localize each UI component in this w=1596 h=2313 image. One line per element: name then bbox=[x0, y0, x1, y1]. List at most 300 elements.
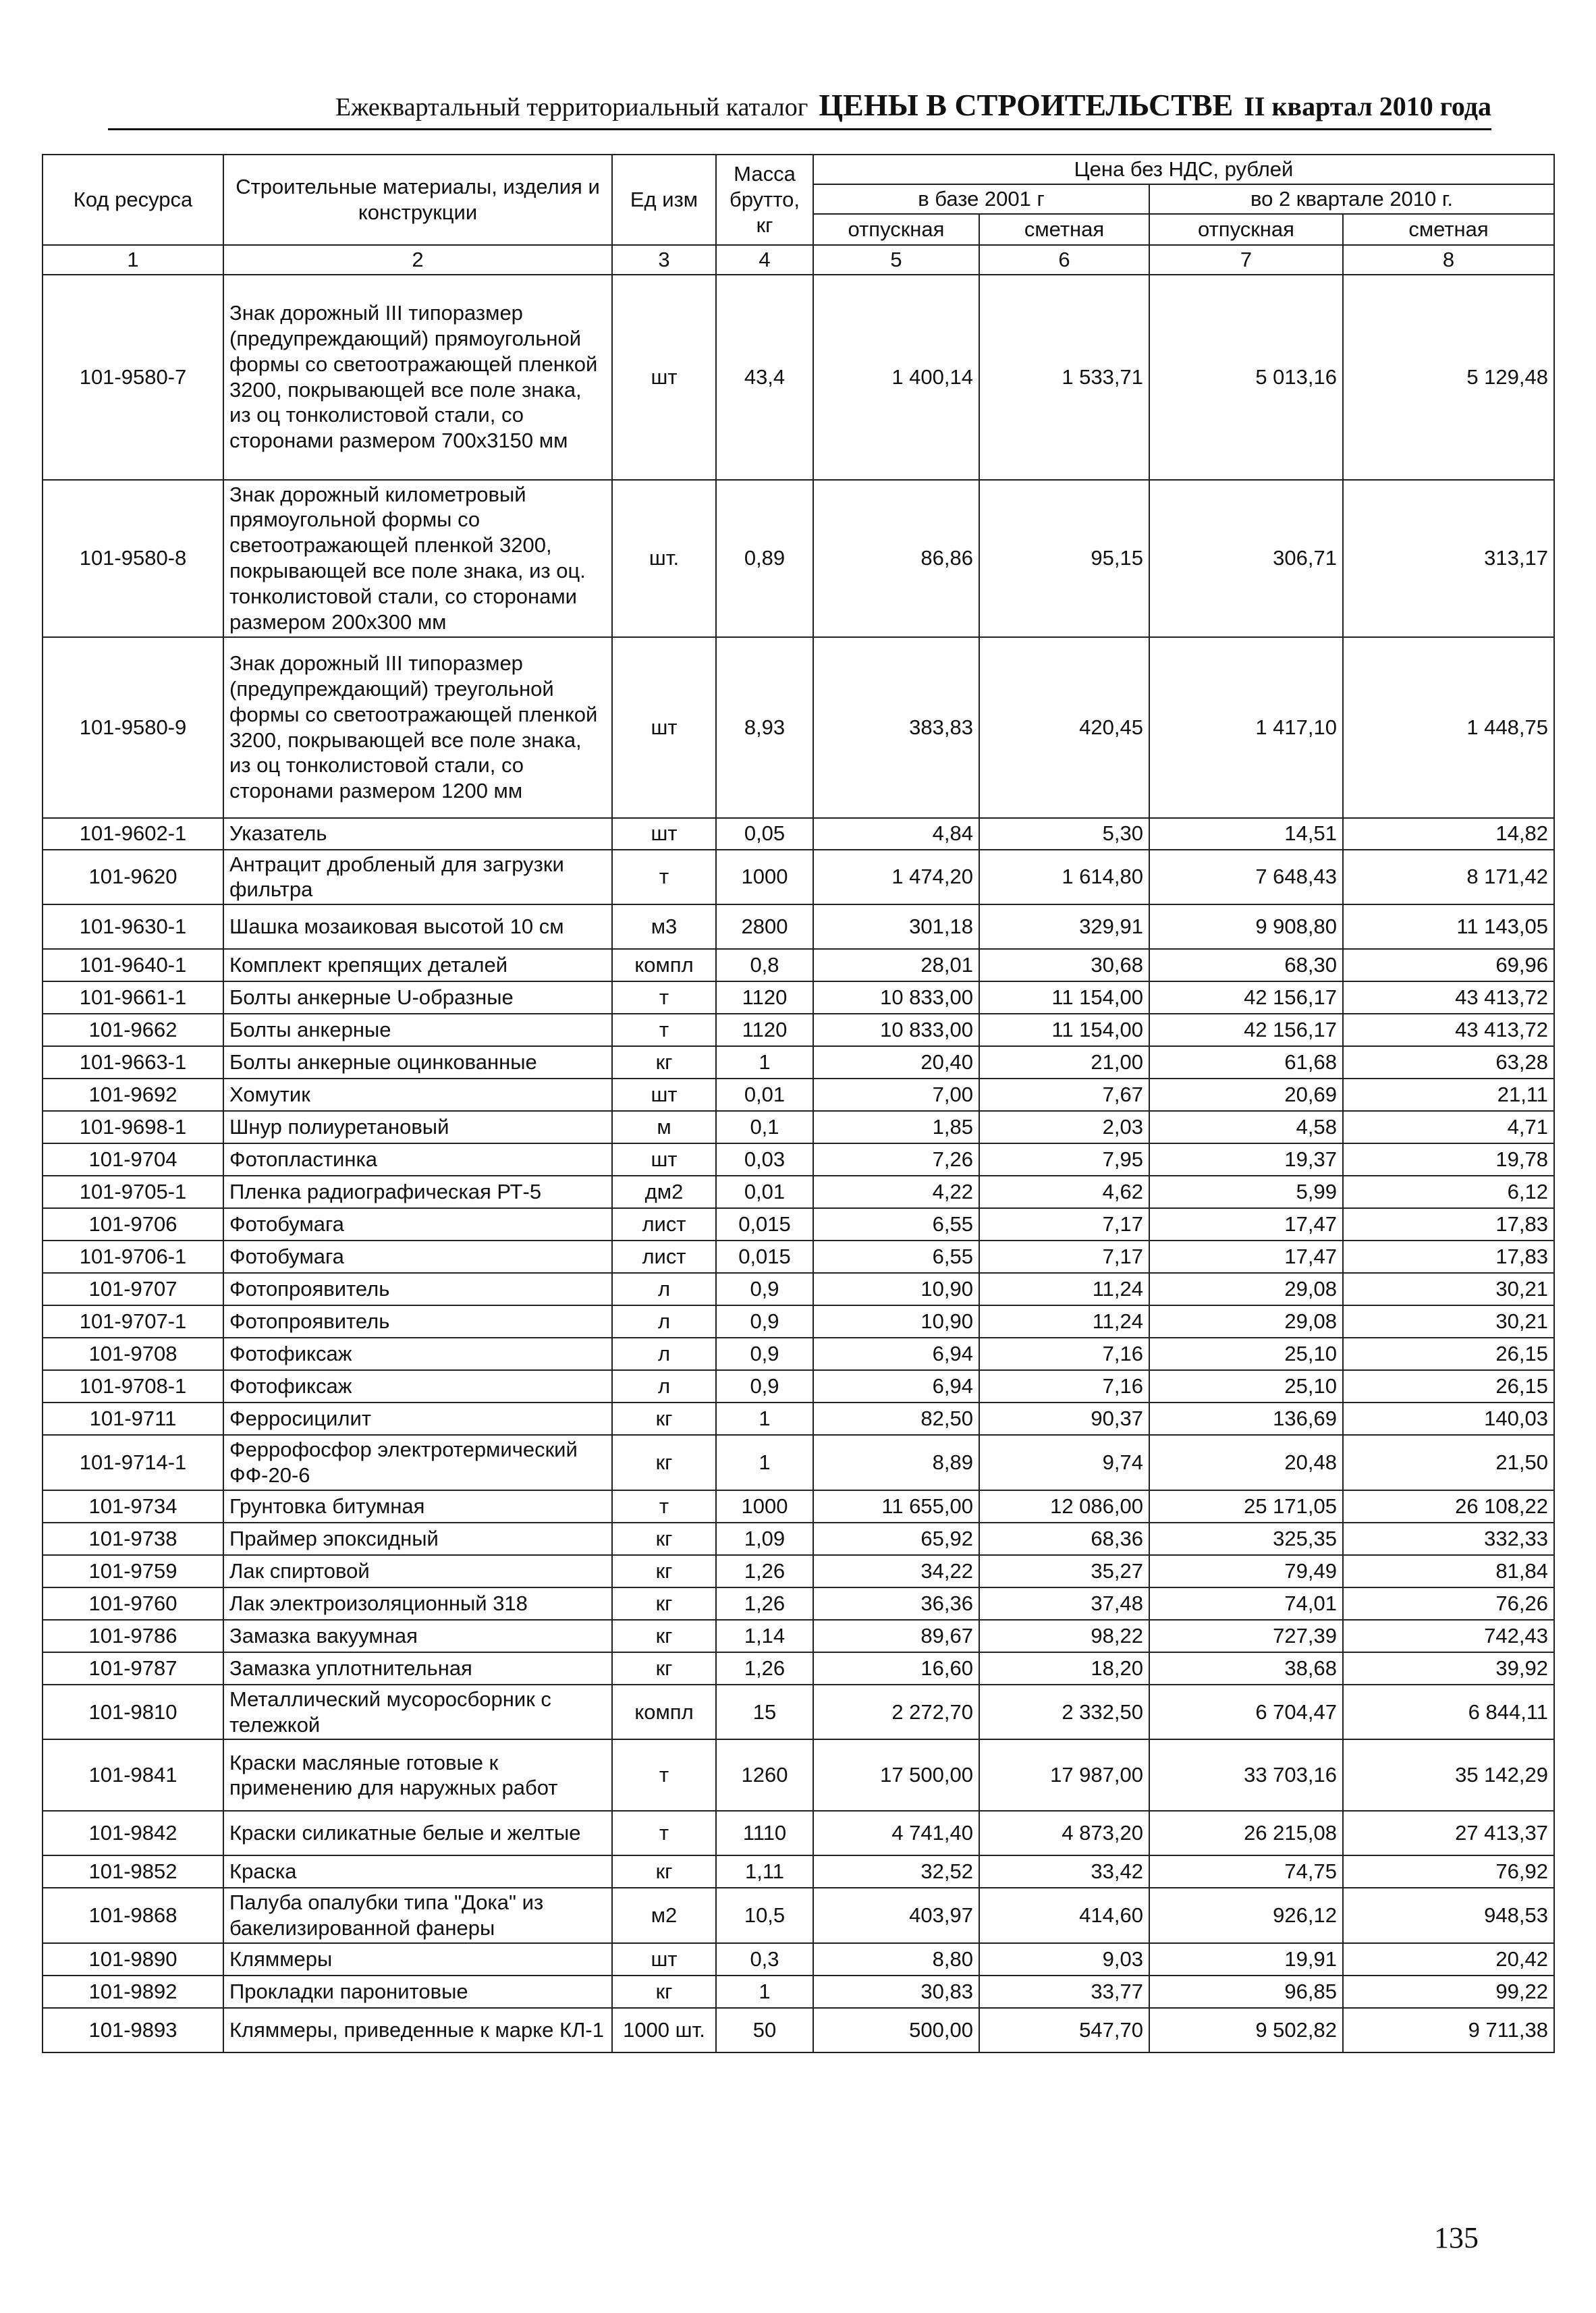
cell-price-2010-estimate: 76,26 bbox=[1343, 1587, 1554, 1620]
cell-price-2001-estimate: 2 332,50 bbox=[979, 1685, 1149, 1740]
cell-name: Грунтовка битумная bbox=[223, 1490, 612, 1523]
table-row bbox=[43, 818, 1554, 850]
table-row bbox=[43, 1739, 1554, 1811]
cell-mass: 0,9 bbox=[716, 1273, 813, 1305]
cell-code: 101-9810 bbox=[43, 1685, 223, 1740]
cell-unit: л bbox=[612, 1273, 716, 1305]
cell-name: Краска bbox=[223, 1855, 612, 1888]
cell-mass: 1120 bbox=[716, 1014, 813, 1046]
cell-mass: 0,01 bbox=[716, 1176, 813, 1208]
cell-code: 101-9786 bbox=[43, 1620, 223, 1652]
price-table bbox=[42, 154, 1555, 2053]
cell-price-2010-release: 29,08 bbox=[1149, 1273, 1343, 1305]
cell-unit: кг bbox=[612, 1587, 716, 1620]
cell-mass: 0,9 bbox=[716, 1305, 813, 1338]
cell-price-2010-estimate: 81,84 bbox=[1343, 1555, 1554, 1587]
cell-unit: кг bbox=[612, 1435, 716, 1490]
cell-unit: т bbox=[612, 1739, 716, 1811]
cell-name: Фотофиксаж bbox=[223, 1338, 612, 1370]
table-row bbox=[43, 1111, 1554, 1143]
cell-price-2001-release: 4,84 bbox=[813, 818, 979, 850]
table-row bbox=[43, 1208, 1554, 1241]
cell-price-2010-release: 33 703,16 bbox=[1149, 1739, 1343, 1811]
cell-code: 101-9663-1 bbox=[43, 1046, 223, 1079]
table-row bbox=[43, 1652, 1554, 1685]
cell-code: 101-9852 bbox=[43, 1855, 223, 1888]
cell-name: Комплект крепящих деталей bbox=[223, 949, 612, 981]
table-row bbox=[43, 1046, 1554, 1079]
cell-price-2010-release: 20,69 bbox=[1149, 1079, 1343, 1111]
cell-mass: 0,01 bbox=[716, 1079, 813, 1111]
cell-mass: 0,03 bbox=[716, 1143, 813, 1176]
cell-name: Указатель bbox=[223, 818, 612, 850]
cell-name: Болты анкерные оцинкованные bbox=[223, 1046, 612, 1079]
cell-price-2001-estimate: 33,42 bbox=[979, 1855, 1149, 1888]
cell-unit: кг bbox=[612, 1855, 716, 1888]
cell-price-2001-estimate: 5,30 bbox=[979, 818, 1149, 850]
column-number: 3 bbox=[612, 245, 716, 275]
cell-code: 101-9630-1 bbox=[43, 904, 223, 949]
cell-price-2001-release: 10,90 bbox=[813, 1305, 979, 1338]
header-base-2001: в базе 2001 г bbox=[813, 184, 1149, 214]
cell-mass: 1000 bbox=[716, 1490, 813, 1523]
cell-price-2010-release: 5 013,16 bbox=[1149, 275, 1343, 480]
cell-code: 101-9662 bbox=[43, 1014, 223, 1046]
cell-price-2001-release: 65,92 bbox=[813, 1523, 979, 1555]
table-body bbox=[43, 275, 1554, 2052]
cell-price-2010-release: 5,99 bbox=[1149, 1176, 1343, 1208]
cell-name: Фотопроявитель bbox=[223, 1273, 612, 1305]
cell-price-2010-estimate: 948,53 bbox=[1343, 1888, 1554, 1943]
cell-code: 101-9692 bbox=[43, 1079, 223, 1111]
cell-price-2010-release: 325,35 bbox=[1149, 1523, 1343, 1555]
column-number: 6 bbox=[979, 245, 1149, 275]
cell-code: 101-9706-1 bbox=[43, 1241, 223, 1273]
cell-unit: 1000 шт. bbox=[612, 2008, 716, 2052]
cell-mass: 2800 bbox=[716, 904, 813, 949]
table-row bbox=[43, 1079, 1554, 1111]
cell-mass: 1 bbox=[716, 1403, 813, 1435]
header-2010-release: отпускная bbox=[1149, 214, 1343, 245]
cell-price-2001-release: 6,55 bbox=[813, 1208, 979, 1241]
cell-name: Шашка мозаиковая высотой 10 см bbox=[223, 904, 612, 949]
cell-price-2010-estimate: 21,11 bbox=[1343, 1079, 1554, 1111]
cell-price-2010-estimate: 39,92 bbox=[1343, 1652, 1554, 1685]
cell-unit: шт bbox=[612, 1943, 716, 1976]
table-row bbox=[43, 1943, 1554, 1976]
cell-price-2010-estimate: 4,71 bbox=[1343, 1111, 1554, 1143]
cell-price-2001-release: 383,83 bbox=[813, 637, 979, 818]
cell-price-2001-release: 89,67 bbox=[813, 1620, 979, 1652]
cell-price-2010-estimate: 332,33 bbox=[1343, 1523, 1554, 1555]
cell-price-2001-estimate: 21,00 bbox=[979, 1046, 1149, 1079]
cell-price-2001-estimate: 90,37 bbox=[979, 1403, 1149, 1435]
cell-unit: кг bbox=[612, 1523, 716, 1555]
cell-price-2001-release: 1 400,14 bbox=[813, 275, 979, 480]
cell-name: Замазка вакуумная bbox=[223, 1620, 612, 1652]
cell-price-2001-estimate: 37,48 bbox=[979, 1587, 1149, 1620]
cell-price-2001-estimate: 7,95 bbox=[979, 1143, 1149, 1176]
cell-code: 101-9711 bbox=[43, 1403, 223, 1435]
cell-price-2001-estimate: 414,60 bbox=[979, 1888, 1149, 1943]
cell-price-2010-release: 29,08 bbox=[1149, 1305, 1343, 1338]
cell-price-2001-release: 30,83 bbox=[813, 1976, 979, 2008]
cell-price-2001-estimate: 12 086,00 bbox=[979, 1490, 1149, 1523]
cell-unit: шт bbox=[612, 1079, 716, 1111]
cell-mass: 43,4 bbox=[716, 275, 813, 480]
header-q2-2010: во 2 квартале 2010 г. bbox=[1149, 184, 1554, 214]
cell-mass: 1,14 bbox=[716, 1620, 813, 1652]
cell-mass: 50 bbox=[716, 2008, 813, 2052]
cell-price-2001-release: 500,00 bbox=[813, 2008, 979, 2052]
cell-price-2001-estimate: 17 987,00 bbox=[979, 1739, 1149, 1811]
cell-price-2010-estimate: 17,83 bbox=[1343, 1208, 1554, 1241]
cell-name: Хомутик bbox=[223, 1079, 612, 1111]
cell-unit: кг bbox=[612, 1555, 716, 1587]
cell-price-2001-release: 1,85 bbox=[813, 1111, 979, 1143]
cell-unit: л bbox=[612, 1370, 716, 1403]
cell-price-2010-release: 74,01 bbox=[1149, 1587, 1343, 1620]
cell-price-2001-release: 7,26 bbox=[813, 1143, 979, 1176]
cell-code: 101-9580-8 bbox=[43, 480, 223, 637]
cell-price-2010-release: 38,68 bbox=[1149, 1652, 1343, 1685]
cell-price-2010-estimate: 63,28 bbox=[1343, 1046, 1554, 1079]
cell-price-2010-release: 136,69 bbox=[1149, 1403, 1343, 1435]
cell-price-2010-estimate: 35 142,29 bbox=[1343, 1739, 1554, 1811]
table-row bbox=[43, 1811, 1554, 1855]
table-row bbox=[43, 480, 1554, 637]
cell-price-2010-estimate: 27 413,37 bbox=[1343, 1811, 1554, 1855]
table-row bbox=[43, 1685, 1554, 1740]
cell-unit: кг bbox=[612, 1652, 716, 1685]
cell-name: Фотопроявитель bbox=[223, 1305, 612, 1338]
cell-code: 101-9893 bbox=[43, 2008, 223, 2052]
table-row bbox=[43, 1435, 1554, 1490]
cell-code: 101-9738 bbox=[43, 1523, 223, 1555]
cell-code: 101-9704 bbox=[43, 1143, 223, 1176]
cell-name: Фотобумага bbox=[223, 1241, 612, 1273]
header-title: ЦЕНЫ В СТРОИТЕЛЬСТВЕ bbox=[819, 88, 1234, 122]
cell-price-2001-release: 8,89 bbox=[813, 1435, 979, 1490]
cell-mass: 0,015 bbox=[716, 1208, 813, 1241]
cell-mass: 1,26 bbox=[716, 1555, 813, 1587]
cell-name: Фотофиксаж bbox=[223, 1370, 612, 1403]
table-row bbox=[43, 949, 1554, 981]
cell-price-2001-release: 6,55 bbox=[813, 1241, 979, 1273]
cell-price-2001-release: 4 741,40 bbox=[813, 1811, 979, 1855]
cell-mass: 1 bbox=[716, 1976, 813, 2008]
cell-unit: т bbox=[612, 1490, 716, 1523]
cell-price-2010-release: 14,51 bbox=[1149, 818, 1343, 850]
cell-mass: 0,8 bbox=[716, 949, 813, 981]
cell-price-2001-release: 403,97 bbox=[813, 1888, 979, 1943]
cell-mass: 1110 bbox=[716, 1811, 813, 1855]
cell-unit: кг bbox=[612, 1046, 716, 1079]
cell-price-2001-release: 2 272,70 bbox=[813, 1685, 979, 1740]
cell-price-2010-release: 25,10 bbox=[1149, 1338, 1343, 1370]
cell-price-2001-release: 16,60 bbox=[813, 1652, 979, 1685]
table-row bbox=[43, 1143, 1554, 1176]
cell-price-2010-release: 9 908,80 bbox=[1149, 904, 1343, 949]
cell-price-2001-estimate: 9,03 bbox=[979, 1943, 1149, 1976]
cell-code: 101-9708 bbox=[43, 1338, 223, 1370]
table-row bbox=[43, 1014, 1554, 1046]
cell-price-2001-estimate: 33,77 bbox=[979, 1976, 1149, 2008]
table-row bbox=[43, 1305, 1554, 1338]
table-row bbox=[43, 1338, 1554, 1370]
cell-price-2010-release: 7 648,43 bbox=[1149, 850, 1343, 905]
cell-price-2010-estimate: 14,82 bbox=[1343, 818, 1554, 850]
cell-price-2001-estimate: 30,68 bbox=[979, 949, 1149, 981]
cell-price-2001-release: 34,22 bbox=[813, 1555, 979, 1587]
cell-price-2001-estimate: 11 154,00 bbox=[979, 1014, 1149, 1046]
cell-unit: шт bbox=[612, 637, 716, 818]
cell-name: Кляммеры, приведенные к марке КЛ-1 bbox=[223, 2008, 612, 2052]
cell-code: 101-9620 bbox=[43, 850, 223, 905]
cell-price-2010-release: 926,12 bbox=[1149, 1888, 1343, 1943]
cell-price-2010-estimate: 26 108,22 bbox=[1343, 1490, 1554, 1523]
cell-mass: 1,09 bbox=[716, 1523, 813, 1555]
cell-price-2010-release: 42 156,17 bbox=[1149, 981, 1343, 1014]
cell-price-2001-estimate: 11,24 bbox=[979, 1273, 1149, 1305]
cell-unit: шт bbox=[612, 1143, 716, 1176]
cell-price-2010-release: 20,48 bbox=[1149, 1435, 1343, 1490]
cell-price-2001-estimate: 7,17 bbox=[979, 1208, 1149, 1241]
cell-price-2010-release: 74,75 bbox=[1149, 1855, 1343, 1888]
cell-name: Краски силикатные белые и желтые bbox=[223, 1811, 612, 1855]
cell-price-2010-release: 19,37 bbox=[1149, 1143, 1343, 1176]
table-row bbox=[43, 637, 1554, 818]
cell-price-2001-estimate: 4 873,20 bbox=[979, 1811, 1149, 1855]
cell-price-2010-release: 19,91 bbox=[1149, 1943, 1343, 1976]
cell-unit: т bbox=[612, 850, 716, 905]
cell-name: Ферросицилит bbox=[223, 1403, 612, 1435]
cell-name: Лак спиртовой bbox=[223, 1555, 612, 1587]
cell-price-2010-estimate: 9 711,38 bbox=[1343, 2008, 1554, 2052]
cell-price-2001-estimate: 1 533,71 bbox=[979, 275, 1149, 480]
cell-unit: кг bbox=[612, 1403, 716, 1435]
cell-unit: м2 bbox=[612, 1888, 716, 1943]
cell-price-2001-estimate: 1 614,80 bbox=[979, 850, 1149, 905]
table-row bbox=[43, 1587, 1554, 1620]
cell-name: Болты анкерные bbox=[223, 1014, 612, 1046]
cell-price-2010-estimate: 69,96 bbox=[1343, 949, 1554, 981]
cell-price-2010-release: 61,68 bbox=[1149, 1046, 1343, 1079]
cell-code: 101-9868 bbox=[43, 1888, 223, 1943]
cell-price-2001-release: 7,00 bbox=[813, 1079, 979, 1111]
cell-price-2001-estimate: 98,22 bbox=[979, 1620, 1149, 1652]
cell-code: 101-9841 bbox=[43, 1739, 223, 1811]
cell-name: Знак дорожный километровый прямоугольной формы со светоотражающей пленкой 3200, покрывающей все поле знака, из оц. тонколистовой стали, со сторонами размером 200х300 мм bbox=[223, 480, 612, 637]
cell-name: Феррофосфор электротермический ФФ-20-6 bbox=[223, 1435, 612, 1490]
cell-unit: компл bbox=[612, 949, 716, 981]
cell-name: Металлический мусоросборник с тележкой bbox=[223, 1685, 612, 1740]
cell-price-2001-release: 86,86 bbox=[813, 480, 979, 637]
cell-name: Кляммеры bbox=[223, 1943, 612, 1976]
cell-price-2010-estimate: 11 143,05 bbox=[1343, 904, 1554, 949]
cell-unit: лист bbox=[612, 1241, 716, 1273]
cell-price-2001-estimate: 9,74 bbox=[979, 1435, 1149, 1490]
cell-name: Замазка уплотнительная bbox=[223, 1652, 612, 1685]
cell-price-2001-estimate: 35,27 bbox=[979, 1555, 1149, 1587]
header-name: Строительные материалы, изделия и конструкции bbox=[223, 155, 612, 245]
cell-unit: шт bbox=[612, 275, 716, 480]
cell-price-2001-estimate: 95,15 bbox=[979, 480, 1149, 637]
cell-mass: 1 bbox=[716, 1046, 813, 1079]
cell-price-2001-estimate: 68,36 bbox=[979, 1523, 1149, 1555]
cell-price-2001-estimate: 547,70 bbox=[979, 2008, 1149, 2052]
cell-unit: л bbox=[612, 1305, 716, 1338]
cell-code: 101-9787 bbox=[43, 1652, 223, 1685]
cell-unit: кг bbox=[612, 1620, 716, 1652]
table-row bbox=[43, 1176, 1554, 1208]
table-row bbox=[43, 904, 1554, 949]
header-line bbox=[335, 87, 1491, 123]
cell-price-2010-estimate: 26,15 bbox=[1343, 1370, 1554, 1403]
table-row bbox=[43, 981, 1554, 1014]
cell-price-2010-estimate: 6,12 bbox=[1343, 1176, 1554, 1208]
cell-price-2001-release: 301,18 bbox=[813, 904, 979, 949]
header-code: Код ресурса bbox=[43, 155, 223, 245]
cell-unit: дм2 bbox=[612, 1176, 716, 1208]
cell-name: Знак дорожный III типоразмер (предупреждающий) прямоугольной формы со светоотражающей пленкой 3200, покрывающей все поле знака, из оц тонколистовой стали, со сторонами размером 700х3150 мм bbox=[223, 275, 612, 480]
page-number: 135 bbox=[1434, 2221, 1479, 2254]
cell-price-2010-estimate: 76,92 bbox=[1343, 1855, 1554, 1888]
cell-mass: 1000 bbox=[716, 850, 813, 905]
cell-name: Фотопластинка bbox=[223, 1143, 612, 1176]
cell-mass: 8,93 bbox=[716, 637, 813, 818]
cell-price-2010-release: 68,30 bbox=[1149, 949, 1343, 981]
cell-price-2010-estimate: 43 413,72 bbox=[1343, 1014, 1554, 1046]
cell-price-2001-estimate: 4,62 bbox=[979, 1176, 1149, 1208]
cell-price-2010-estimate: 17,83 bbox=[1343, 1241, 1554, 1273]
cell-name: Краски масляные готовые к применению для наружных работ bbox=[223, 1739, 612, 1811]
cell-name: Антрацит дробленый для загрузки фильтра bbox=[223, 850, 612, 905]
cell-name: Лак электроизоляционный 318 bbox=[223, 1587, 612, 1620]
cell-unit: шт. bbox=[612, 480, 716, 637]
cell-code: 101-9734 bbox=[43, 1490, 223, 1523]
cell-code: 101-9640-1 bbox=[43, 949, 223, 981]
cell-mass: 0,05 bbox=[716, 818, 813, 850]
cell-price-2010-estimate: 742,43 bbox=[1343, 1620, 1554, 1652]
cell-mass: 1,26 bbox=[716, 1587, 813, 1620]
cell-price-2001-release: 82,50 bbox=[813, 1403, 979, 1435]
table-row bbox=[43, 1855, 1554, 1888]
cell-mass: 0,9 bbox=[716, 1338, 813, 1370]
cell-price-2010-estimate: 43 413,72 bbox=[1343, 981, 1554, 1014]
cell-price-2001-estimate: 11 154,00 bbox=[979, 981, 1149, 1014]
cell-code: 101-9707 bbox=[43, 1273, 223, 1305]
cell-code: 101-9602-1 bbox=[43, 818, 223, 850]
cell-price-2001-release: 1 474,20 bbox=[813, 850, 979, 905]
cell-name: Пленка радиографическая РТ-5 bbox=[223, 1176, 612, 1208]
cell-price-2010-estimate: 8 171,42 bbox=[1343, 850, 1554, 905]
cell-price-2001-estimate: 18,20 bbox=[979, 1652, 1149, 1685]
cell-price-2001-estimate: 11,24 bbox=[979, 1305, 1149, 1338]
cell-price-2010-estimate: 26,15 bbox=[1343, 1338, 1554, 1370]
cell-price-2001-release: 28,01 bbox=[813, 949, 979, 981]
header-period: II квартал 2010 года bbox=[1244, 91, 1491, 121]
cell-price-2010-release: 79,49 bbox=[1149, 1555, 1343, 1587]
cell-price-2010-release: 306,71 bbox=[1149, 480, 1343, 637]
cell-name: Болты анкерные U-образные bbox=[223, 981, 612, 1014]
column-number: 5 bbox=[813, 245, 979, 275]
table-row bbox=[43, 850, 1554, 905]
cell-code: 101-9842 bbox=[43, 1811, 223, 1855]
cell-mass: 0,015 bbox=[716, 1241, 813, 1273]
header-mass: Масса брутто, кг bbox=[716, 155, 813, 245]
table-row bbox=[43, 1523, 1554, 1555]
cell-price-2010-release: 42 156,17 bbox=[1149, 1014, 1343, 1046]
cell-name: Знак дорожный III типоразмер (предупреждающий) треугольной формы со светоотражающей пленкой 3200, покрывающей все поле знака, из оц тонколистовой стали, со сторонами размером 1200 мм bbox=[223, 637, 612, 818]
cell-price-2001-release: 8,80 bbox=[813, 1943, 979, 1976]
table-row bbox=[43, 1888, 1554, 1943]
cell-code: 101-9707-1 bbox=[43, 1305, 223, 1338]
cell-price-2010-estimate: 19,78 bbox=[1343, 1143, 1554, 1176]
column-number: 8 bbox=[1343, 245, 1554, 275]
cell-price-2010-release: 96,85 bbox=[1149, 1976, 1343, 2008]
table-row bbox=[43, 275, 1554, 480]
cell-code: 101-9892 bbox=[43, 1976, 223, 2008]
cell-unit: м3 bbox=[612, 904, 716, 949]
cell-price-2010-release: 9 502,82 bbox=[1149, 2008, 1343, 2052]
table-row bbox=[43, 1273, 1554, 1305]
cell-code: 101-9714-1 bbox=[43, 1435, 223, 1490]
cell-price-2001-estimate: 7,17 bbox=[979, 1241, 1149, 1273]
cell-price-2010-estimate: 6 844,11 bbox=[1343, 1685, 1554, 1740]
cell-unit: л bbox=[612, 1338, 716, 1370]
cell-price-2001-release: 17 500,00 bbox=[813, 1739, 979, 1811]
column-number: 2 bbox=[223, 245, 612, 275]
cell-price-2010-estimate: 313,17 bbox=[1343, 480, 1554, 637]
cell-price-2001-release: 11 655,00 bbox=[813, 1490, 979, 1523]
cell-mass: 1120 bbox=[716, 981, 813, 1014]
cell-price-2001-estimate: 7,16 bbox=[979, 1338, 1149, 1370]
cell-unit: м bbox=[612, 1111, 716, 1143]
header-prefix: Ежеквартальный территориальный каталог bbox=[335, 93, 808, 121]
cell-price-2010-release: 25,10 bbox=[1149, 1370, 1343, 1403]
cell-price-2001-estimate: 7,67 bbox=[979, 1079, 1149, 1111]
cell-name: Шнур полиуретановый bbox=[223, 1111, 612, 1143]
cell-name: Палуба опалубки типа "Дока" из бакелизированной фанеры bbox=[223, 1888, 612, 1943]
cell-price-2010-release: 727,39 bbox=[1149, 1620, 1343, 1652]
table-row bbox=[43, 1241, 1554, 1273]
cell-code: 101-9890 bbox=[43, 1943, 223, 1976]
cell-mass: 1260 bbox=[716, 1739, 813, 1811]
column-number-row bbox=[43, 245, 1554, 275]
cell-mass: 1 bbox=[716, 1435, 813, 1490]
cell-mass: 0,9 bbox=[716, 1370, 813, 1403]
column-number: 4 bbox=[716, 245, 813, 275]
cell-price-2010-estimate: 99,22 bbox=[1343, 1976, 1554, 2008]
cell-code: 101-9708-1 bbox=[43, 1370, 223, 1403]
cell-price-2010-release: 1 417,10 bbox=[1149, 637, 1343, 818]
cell-price-2010-release: 4,58 bbox=[1149, 1111, 1343, 1143]
table-row bbox=[43, 1370, 1554, 1403]
cell-price-2010-estimate: 30,21 bbox=[1343, 1273, 1554, 1305]
header-2010-estimate: сметная bbox=[1343, 214, 1554, 245]
cell-price-2001-release: 4,22 bbox=[813, 1176, 979, 1208]
cell-price-2010-release: 26 215,08 bbox=[1149, 1811, 1343, 1855]
cell-mass: 10,5 bbox=[716, 1888, 813, 1943]
cell-price-2001-release: 10,90 bbox=[813, 1273, 979, 1305]
cell-price-2001-estimate: 329,91 bbox=[979, 904, 1149, 949]
column-number: 1 bbox=[43, 245, 223, 275]
cell-code: 101-9760 bbox=[43, 1587, 223, 1620]
cell-price-2001-estimate: 7,16 bbox=[979, 1370, 1149, 1403]
cell-unit: кг bbox=[612, 1976, 716, 2008]
header-2001-release: отпускная bbox=[813, 214, 979, 245]
